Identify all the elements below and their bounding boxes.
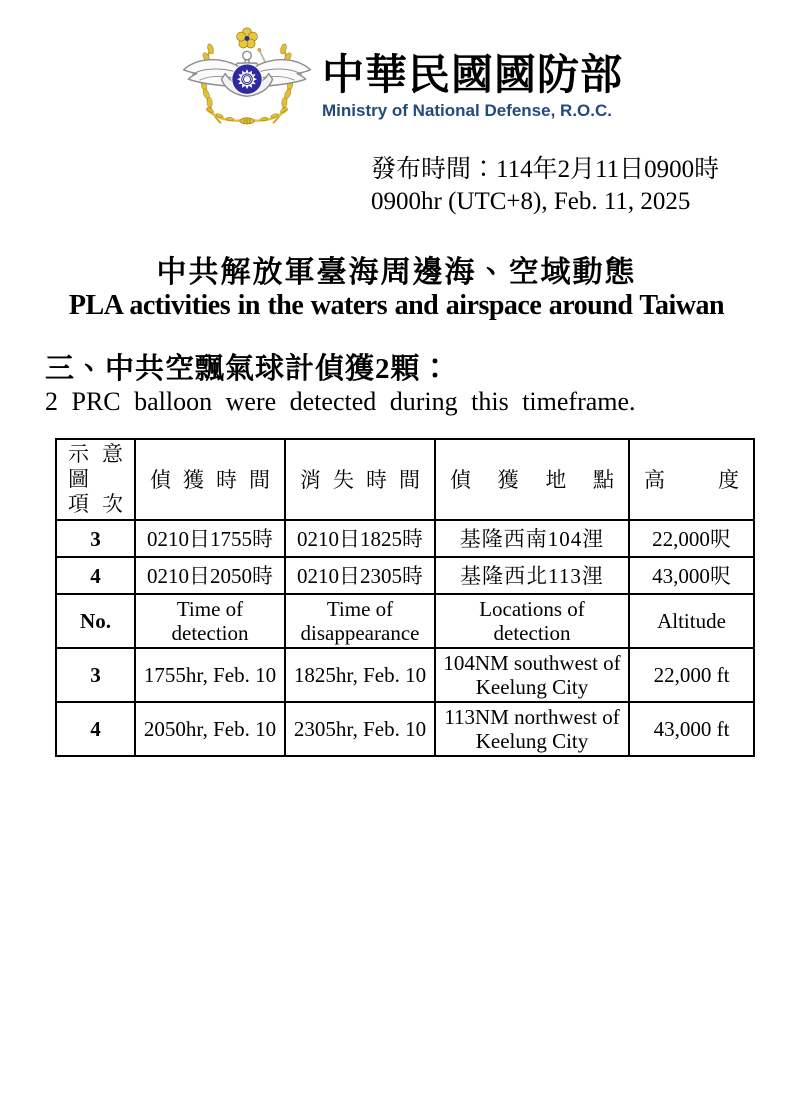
- cell-location: 基隆西北113浬: [435, 557, 629, 594]
- release-time-block: [371, 154, 793, 218]
- mnd-masthead: [176, 26, 793, 140]
- cell-no: 3: [56, 648, 135, 702]
- en-data-row-3: [56, 648, 754, 702]
- zh-header-no: 示意圖 項次: [56, 439, 135, 520]
- en-data-row-4: [56, 702, 754, 756]
- zh-header-detected: 偵獲時間: [135, 439, 285, 520]
- cell-detected: 0210日2050時: [135, 557, 285, 594]
- en-header-altitude: Altitude: [629, 594, 754, 648]
- cell-location: 113NM northwest of Keelung City: [435, 702, 629, 756]
- document-title: [0, 255, 793, 321]
- zh-header-disappeared: 消失時間: [285, 439, 435, 520]
- roc-sun-icon: [232, 64, 262, 94]
- cell-detected: 1755hr, Feb. 10: [135, 648, 285, 702]
- en-header-no: No.: [56, 594, 135, 648]
- en-header-row: [56, 594, 754, 648]
- cell-no: 4: [56, 702, 135, 756]
- zh-data-row-3: [56, 520, 754, 557]
- cell-disappeared: 1825hr, Feb. 10: [285, 648, 435, 702]
- org-name-en: Ministry of National Defense, R.O.C.: [322, 101, 612, 120]
- document-title-zh: 中共解放軍臺海周邊海、空域動態: [156, 256, 637, 289]
- release-time-en: 0900hr (UTC+8), Feb. 11, 2025: [371, 188, 691, 215]
- en-header-detected: Time of detection: [135, 594, 285, 648]
- cell-no: 3: [56, 520, 135, 557]
- document-title-en: PLA activities in the waters and airspace around Taiwan: [68, 290, 725, 321]
- cell-altitude: 43,000呎: [629, 557, 754, 594]
- plum-blossom-icon: [237, 28, 258, 48]
- cell-location: 基隆西南104浬: [435, 520, 629, 557]
- cell-altitude: 43,000 ft: [629, 702, 754, 756]
- org-name-zh: 中華民國國防部: [322, 53, 624, 99]
- cell-detected: 0210日1755時: [135, 520, 285, 557]
- cell-altitude: 22,000 ft: [629, 648, 754, 702]
- cell-detected: 2050hr, Feb. 10: [135, 702, 285, 756]
- cell-no: 4: [56, 557, 135, 594]
- balloon-section-heading: [45, 351, 793, 417]
- en-header-disappeared: Time of disappearance: [285, 594, 435, 648]
- zh-header-location: 偵獲地點: [435, 439, 629, 520]
- zh-data-row-4: [56, 557, 754, 594]
- cell-disappeared: 2305hr, Feb. 10: [285, 702, 435, 756]
- balloon-activity-table: [55, 438, 755, 757]
- cell-disappeared: 0210日2305時: [285, 557, 435, 594]
- zh-header-row: [56, 439, 754, 520]
- cell-altitude: 22,000呎: [629, 520, 754, 557]
- org-name-block: [322, 26, 623, 121]
- en-header-location: Locations of detection: [435, 594, 629, 648]
- zh-header-altitude: 高度: [629, 439, 754, 520]
- balloon-section-heading-zh: 三、中共空飄氣球計偵獲2顆：: [45, 353, 451, 385]
- mnd-emblem-icon: [176, 26, 318, 140]
- release-time-zh: 發布時間：114年2月11日0900時: [371, 156, 720, 183]
- cell-location: 104NM southwest of Keelung City: [435, 648, 629, 702]
- cell-disappeared: 0210日1825時: [285, 520, 435, 557]
- balloon-section-heading-en: 2 PRC balloon were detected during this timeframe.: [45, 387, 636, 416]
